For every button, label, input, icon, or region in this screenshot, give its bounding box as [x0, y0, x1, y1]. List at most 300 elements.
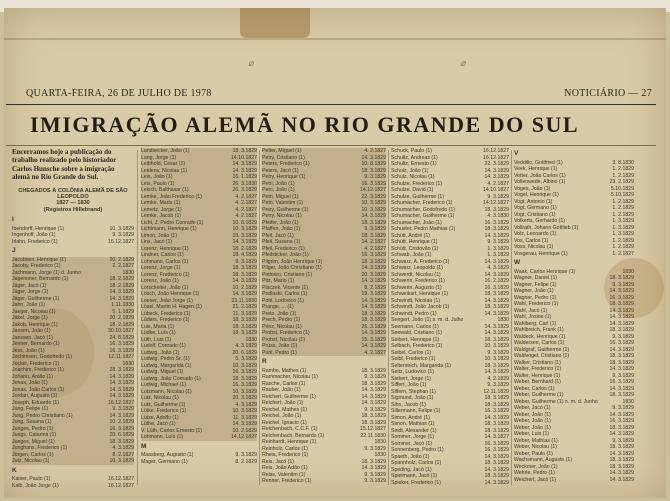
immigrant-name: Sommer, Jacó (1) — [391, 440, 432, 447]
arrival-date: 9. 3.1829 — [487, 193, 509, 200]
immigrant-name: Rheia, Frederico (1) — [262, 452, 309, 458]
immigrant-name: Jäkel, Jorge (1) — [12, 315, 48, 322]
arrival-date: 9. 3.1829 — [235, 258, 257, 265]
immigrant-name: Pfaffen, João (1) — [262, 226, 301, 232]
arrival-date: 16. 3.1829 — [484, 408, 509, 414]
immigrant-name: Vetter, João Carlos (1) — [514, 172, 566, 179]
immigrant-name: Sindt, Alexander (1) — [391, 427, 437, 434]
arrival-date: 20. 6.1829 — [109, 432, 134, 439]
immigrant-name: Jutz, Nicolau (1) — [12, 458, 50, 465]
entry-list — [262, 148, 386, 356]
immigrant-name: Preto, João (1) — [262, 310, 297, 317]
arrival-date: 9. 3.1829 — [112, 406, 134, 413]
immigrant-name: Sommer, Jorge (1) — [391, 434, 434, 440]
arrival-date: 14.12.1827 — [231, 434, 257, 440]
immigrant-name: Jenner, Bernardo (1) — [12, 341, 60, 348]
arrival-date: 14. 3.1829 — [609, 314, 634, 320]
immigrant-name: Wagner, Daniel (1) — [514, 275, 558, 281]
immigrant-name: Lemetz, Jorge (1) — [141, 206, 182, 213]
immigrant-name: Lemke, João Frederico (1) — [141, 193, 202, 200]
arrival-date: 18. 3.1829 — [609, 327, 634, 333]
arrival-date: 16. 2.1829 — [484, 278, 509, 284]
arrival-date: 16. 3.1829 — [484, 447, 509, 453]
immigrant-name: Volz, Leonardo (1) — [514, 231, 557, 237]
arrival-date: 18. 3.1829 — [484, 206, 509, 213]
immigrant-name: Lemke, Jacob (1) — [141, 213, 182, 219]
arrival-date: 14. 3.1829 — [484, 414, 509, 421]
arrival-date: 16. 3.1829 — [232, 369, 257, 375]
immigrant-name: Reichel, Ignacio (1) — [262, 419, 307, 426]
arrival-date: 1. 2.1829 — [612, 198, 634, 205]
immigrant-name: Reichel, Mathes (1) — [262, 406, 307, 413]
arrival-date: 9. 3.1829 — [612, 333, 634, 340]
fold-crease — [4, 38, 666, 40]
arrival-date: 14. 3.1829 — [609, 307, 634, 314]
arrival-date: 14. 3.1829 — [232, 291, 257, 297]
immigrant-name: Schulze, Guilherme (1) — [391, 193, 445, 200]
immigrant-name: Petri, Valentim (1) — [262, 200, 304, 206]
arrival-date: 18. 3.1829 — [361, 310, 386, 317]
immigrant-name: Rambo, Mathes (1) — [262, 367, 307, 374]
arrival-date: 14. 3.1829 — [484, 271, 509, 278]
immigrant-name: Mager, Germano (1) — [141, 458, 188, 465]
immigrant-name: Leidens, Nicolau (1) — [141, 167, 188, 174]
arrival-date: 18. 2.1829 — [109, 321, 134, 328]
arrival-date: 1. 2.1829 — [612, 166, 634, 172]
arrival-date: 18. 3.1829 — [609, 463, 634, 470]
immigrant-name: Lorenz, Henrique (1) — [141, 245, 189, 252]
letter-heading: R — [262, 358, 267, 365]
column-4 — [391, 148, 509, 488]
arrival-date: 18. 3.1829 — [361, 317, 386, 323]
immigrant-name: Seewald, Cristiano (1) — [391, 330, 443, 336]
arrival-date: 26. 3.1829 — [361, 323, 386, 330]
arrival-date: 14. 3.1829 — [361, 154, 386, 161]
arrival-date: 14. 3.1829 — [361, 330, 386, 336]
immigrant-entry — [262, 350, 386, 357]
arrival-date: 14. 3.1829 — [361, 297, 386, 304]
immigrant-name: Walker, Cristiano (1) — [514, 359, 561, 366]
arrival-date: 4. 2.1829 — [487, 375, 509, 382]
arrival-date: 19. 3.1829 — [232, 232, 257, 239]
arrival-date: 18. 3.1829 — [484, 460, 509, 466]
arrival-date: 4. 3.1829 — [235, 401, 257, 408]
immigrant-name: Schwarz, A. Frederico (1) — [391, 258, 450, 265]
immigrant-name: Ludolf, Conrado (1) — [141, 343, 186, 349]
immigrant-name: Schwindt, Pedro (1) — [391, 310, 437, 317]
arrival-date: 3. 8.1830 — [612, 159, 634, 166]
arrival-date: 14. 3.1829 — [484, 323, 509, 330]
immigrant-name: Ludwig, Miguel (1) — [141, 369, 184, 375]
immigrant-name: Sillermann, Felipe (1) — [391, 408, 441, 414]
immigrant-name: Spieker, Frederico (1) — [391, 479, 441, 486]
arrival-date: 19. 3.1829 — [361, 291, 386, 297]
arrival-date: 21. 2.1829 — [232, 304, 257, 310]
arrival-date: 8. 2.1829 — [235, 458, 257, 465]
arrival-date: 1. 2.1827 — [612, 250, 634, 257]
arrival-date: 10. 3.1829 — [232, 408, 257, 414]
immigrant-entry — [262, 478, 386, 485]
arrival-date: 14. 3.1829 — [232, 161, 257, 167]
tape-stain — [240, 8, 310, 38]
column-5 — [514, 148, 634, 488]
immigrant-name: Seegert, João (1) s. m. d. Julho — [391, 317, 464, 323]
arrival-date: 14. 3.1829 — [232, 167, 257, 174]
column-divider — [511, 150, 512, 485]
immigrant-name: Schweikart, Henrique (1) — [391, 291, 449, 297]
arrival-date: 14. 3.1829 — [361, 278, 386, 284]
immigrant-name: Jakob, Henrique (1) — [12, 321, 58, 328]
arrival-date: 10. 3.1829 — [232, 388, 257, 395]
arrival-date: 16.12.1827 — [483, 148, 509, 154]
immigrant-name: Reichert, João (1) — [262, 400, 304, 406]
immigrant-entry — [12, 458, 134, 465]
arrival-date: 18. 3.1829 — [361, 419, 386, 426]
immigrant-name: Sihn, Jacob (1) — [391, 401, 426, 408]
immigrant-name: Lösel, Martin H. Hagen (1) — [141, 304, 202, 310]
entry-list — [141, 452, 257, 465]
arrival-date: 18. 3.1829 — [609, 424, 634, 431]
immigrant-name: Siffert, João (1) — [391, 382, 427, 388]
immigrant-name: Puhl, Pedro (1) — [262, 349, 297, 356]
immigrant-name: Schumacher, Frederico (1) — [391, 200, 453, 206]
immigrant-name: Jung, Susana (1) — [12, 419, 52, 426]
arrival-date: 14. 3.1829 — [484, 453, 509, 460]
immigrant-name: Waldersee, Carlos (1) — [514, 340, 565, 346]
arrival-date: 18. 3.1829 — [232, 271, 257, 278]
immigrant-name: Voges, João (1) — [514, 185, 551, 192]
arrival-date: 8. 2.1829 — [364, 284, 386, 291]
arrival-date: 4. 2.1827 — [364, 148, 386, 154]
immigrant-name: Seibel, Carlos (1) — [391, 349, 432, 356]
letter-heading: V — [514, 150, 519, 157]
immigrant-name: Vogt, Cristiano (1) — [514, 211, 556, 218]
arrival-date: 18. 3.1829 — [609, 359, 634, 366]
arrival-date: 1. 2.1829 — [612, 244, 634, 250]
arrival-date: 18. 3.1829 — [361, 219, 386, 226]
intro-paragraph: Encerramos hoje a publicação do trabalho realizado pelo historiador Carlos Hunsche sobre a imigração alemã no Rio Grande do Sul. — [12, 148, 117, 182]
arrival-date: 4. 2.1827 — [364, 349, 386, 356]
letter-heading: W — [514, 259, 521, 266]
list-title — [12, 188, 134, 214]
immigrant-entry — [391, 480, 509, 487]
immigrant-name: Lütze, Adolfo (1) — [141, 414, 179, 421]
arrival-date: 16.12.1827 — [108, 238, 134, 245]
letter-heading: M — [141, 442, 147, 450]
immigrant-name: Jonas, João Carlos (1) — [12, 386, 65, 393]
arrival-date: 14. 3.1829 — [609, 431, 634, 437]
immigrant-name: Limon, João (1) — [141, 232, 178, 239]
arrival-date: 12.11.1827 — [108, 354, 134, 361]
immigrant-name: Pilgrim, João Henrique (1) — [262, 258, 323, 265]
arrival-date: 20. 6.1829 — [232, 349, 257, 356]
arrival-date: 1. 3.1829 — [612, 231, 634, 237]
arrival-date: 20. 2.1829 — [109, 256, 134, 263]
entry-list — [141, 148, 257, 441]
arrival-date: 9. 3.1829 — [364, 471, 386, 478]
arrival-date: 16. 3.1829 — [361, 252, 386, 258]
arrival-date: 10. 8.1829 — [232, 219, 257, 226]
arrival-date: 14. 3.1829 — [361, 304, 386, 310]
arrival-date: 18. 3.1829 — [361, 458, 386, 465]
immigrant-name: Ludwig, João (1) — [141, 349, 180, 356]
immigrant-name: Kaiser, Paulo (1) — [12, 476, 51, 483]
immigrant-name: Leisch, Balthasar (1) — [141, 187, 189, 193]
arrival-date: 14. 2.1827 — [361, 239, 386, 245]
immigrant-name: Pilger, João Christiano (1) — [262, 265, 322, 271]
immigrant-name: Leibhold, Cesar (1) — [141, 161, 186, 167]
immigrant-name: Weber, Jacó (1) — [514, 405, 551, 411]
arrival-date: 14. 3.1829 — [361, 465, 386, 471]
arrival-date: 4. 3.1829 — [112, 445, 134, 452]
immigrant-name: Leis, João (1) — [141, 174, 173, 180]
arrival-date: 20. 3.1829 — [232, 395, 257, 401]
arrival-date: 16. 3.1829 — [361, 180, 386, 187]
arrival-date: 14. 3.1829 — [484, 167, 509, 174]
arrival-date: 18. 3.1829 — [484, 291, 509, 297]
immigrant-name: Petry, Cristiano (1) — [262, 154, 305, 161]
arrival-date: 14. 3.1829 — [109, 412, 134, 419]
arrival-date: 16. 3.1829 — [484, 284, 509, 291]
arrival-date: 4. 3.1829 — [235, 343, 257, 349]
immigrant-name: Schultz, Ernesto (1) — [391, 161, 437, 167]
immigrant-name: Sigmund, João (1) — [391, 395, 434, 401]
immigrant-name: Wahl, Jacó (1) — [514, 307, 548, 314]
immigrant-name: Lichtmann, Henrique (1) — [141, 226, 197, 232]
entry-list — [514, 160, 634, 258]
arrival-date: 5. 1.1829 — [112, 308, 134, 315]
immigrant-name: Walter, Henrique (1) — [514, 372, 561, 379]
arrival-date: 10. 8.1829 — [361, 161, 386, 167]
arrival-date: 9. 3.1829 — [235, 452, 257, 458]
arrival-date: 12.11.1829 — [483, 388, 509, 395]
immigrant-name: Joachim, Frederico (1) — [12, 367, 64, 374]
arrival-date: 16. 3.1829 — [609, 379, 634, 385]
arrival-date: 18. 3.1829 — [484, 427, 509, 434]
arrival-date: 16. 3.1829 — [109, 425, 134, 432]
immigrant-name: Reiss, Valentim (1) — [262, 471, 306, 478]
immigrant-name: Seltenreich, Margarida (1) — [391, 362, 451, 369]
immigrant-name: Lemke, Maria (1) — [141, 200, 181, 206]
arrival-date: 11. 3.1829 — [232, 414, 257, 421]
immigrant-name: Petry, Guilherme (1) — [262, 206, 309, 213]
arrival-date: 14. 3.1829 — [609, 366, 634, 372]
immigrant-name: Lins, Jacó (1) — [141, 239, 173, 245]
immigrant-name: Maasberg, Augusto (1) — [141, 452, 194, 458]
arrival-date: 14. 3.1829 — [609, 411, 634, 418]
immigrant-name: Jaeger, Nicolau (1) — [12, 308, 56, 315]
immigrant-name: Simon, Mathias (1) — [391, 421, 435, 427]
arrival-date: 1830 — [497, 317, 509, 323]
issue-date: QUARTA-FEIRA, 26 DE JULHO DE 1978 — [26, 88, 212, 99]
immigrant-name: Weichert, Jacó (1) — [514, 476, 556, 483]
immigrant-name: Joseph, Eduardo (1) — [12, 399, 60, 406]
arrival-date: 16. 3.1829 — [232, 382, 257, 388]
immigrant-name: Lüth, Luis (1) — [141, 336, 172, 343]
arrival-date: 1830 — [245, 336, 257, 343]
immigrant-name: Wagner, Pedro (1) — [514, 294, 557, 301]
immigrant-name: Vollrath, Johann Gottlieb (1) — [514, 224, 579, 231]
immigrant-name: Podlaski, Carlos (1) — [262, 291, 308, 297]
arrival-date: 14. 3.1829 — [609, 385, 634, 392]
immigrant-name: Simon, André (1) — [391, 414, 430, 421]
immigrant-name: Reinholz, Carlos (1) — [262, 445, 308, 452]
arrival-date: 23. 2.1829 — [609, 179, 634, 185]
arrival-date: 9. 3.1829 — [112, 232, 134, 239]
punch-mark: ⌀ — [460, 58, 466, 68]
arrival-date: 16.12.1827 — [108, 399, 134, 406]
immigrant-name: Vollenwede, Albino (1) — [514, 179, 566, 185]
arrival-date: 14. 3.1829 — [361, 213, 386, 219]
arrival-date: 18. 3.1829 — [361, 232, 386, 239]
immigrant-name: Waak, Carlos Henrique (1) — [514, 268, 576, 275]
immigrant-name: Jürgen, Carlos (1) — [12, 451, 54, 458]
arrival-date: 9. 3.1829 — [364, 374, 386, 380]
arrival-date: 1830 — [374, 452, 386, 458]
immigrant-name: Walter, Frederico (1) — [514, 366, 562, 372]
arrival-date: 22.11.1830 — [360, 432, 386, 439]
immigrant-name: Weber, Luis (1) — [514, 431, 550, 437]
arrival-date: 14. 3.1829 — [109, 295, 134, 302]
immigrant-name: Schulze, David (1) — [391, 187, 434, 193]
arrival-date: 4. 3.1830 — [487, 213, 509, 219]
arrival-date: 18. 3.1829 — [361, 167, 386, 174]
arrival-date: 14. 3.1829 — [609, 346, 634, 353]
headline-rule — [6, 145, 656, 146]
immigrant-name: Spannholz, Carlos (1) — [391, 460, 442, 466]
arrival-date: 14. 3.1829 — [609, 320, 634, 327]
arrival-date: 2. 2.1827 — [112, 263, 134, 270]
arrival-date: 4. 2.1827 — [487, 180, 509, 187]
letter-heading: J — [12, 247, 16, 255]
arrival-date: 9. 3.1829 — [364, 478, 386, 484]
arrival-date: 14. 3.1829 — [109, 289, 134, 296]
immigrant-name: Reis, Jacó (1) — [262, 458, 294, 465]
letter-heading: K — [12, 466, 17, 474]
immigrant-name: Prinz, Nicolau (1) — [262, 323, 302, 330]
immigrant-name: Jacobsen, Henrique (1) — [12, 256, 66, 263]
arrival-date: 14. 3.1829 — [484, 258, 509, 265]
immigrant-name: Weber, Bernhard (1) — [514, 379, 561, 385]
immigrant-name: Jagenoner, Bernardo (1) — [12, 276, 69, 283]
arrival-date: 14. 3.1829 — [484, 466, 509, 473]
immigrant-name: Johann, Antão (1) — [12, 373, 53, 380]
arrival-date: 26. 3.1830 — [232, 180, 257, 187]
arrival-date: 1. 3.1829 — [487, 245, 509, 252]
immigrant-name: Pfeilsticker, João (1) — [262, 252, 309, 258]
immigrant-name: Lüthe, Jacó (1) — [141, 421, 176, 427]
arrival-date: 18. 3.1829 — [232, 317, 257, 323]
immigrant-name: Junges, Miguel (1) — [12, 438, 55, 445]
immigrant-name: Peters, Jacó (1) — [262, 167, 299, 174]
arrival-date: 18. 3.1829 — [484, 304, 509, 310]
immigrant-name: Petry, Henrique (1) — [262, 174, 306, 180]
arrival-date: 1830 — [374, 439, 386, 445]
immigrant-name: Landsecker, João (1) — [141, 148, 190, 154]
immigrant-name: Peters, Frederico (1) — [262, 161, 310, 167]
immigrant-name: Jess, João (1) — [12, 347, 45, 354]
arrival-date: 1. 3.1829 — [612, 224, 634, 231]
list-title-text: CHEGADOS À COLÔNIA ALEMÃ DE SÃO LEOPOLDO — [18, 187, 128, 201]
immigrant-name: Junges, Pedro (1) — [12, 425, 54, 432]
immigrant-name: Rasche, Carlos (1) — [262, 380, 306, 387]
arrival-date: 9. 3.1829 — [612, 281, 634, 288]
immigrant-name: Prange, ... (1) — [262, 304, 294, 310]
immigrant-name: Lösch, João Henrique (1) — [141, 291, 200, 297]
immigrant-name: Lutz, Nicolau (1) — [141, 395, 179, 401]
arrival-date: 5.10.1829 — [610, 185, 634, 192]
immigrant-name: Lutz, Guilherme (1) — [141, 401, 186, 408]
arrival-date: 16. 1.1829 — [232, 174, 257, 180]
arrival-date: 11. 3.1829 — [232, 310, 257, 317]
immigrant-name: Wehrle, Pedro (1) — [514, 470, 555, 476]
immigrant-name: Janssen, Jacó (1) — [12, 334, 53, 341]
arrival-date: 10. 3.1829 — [361, 200, 386, 206]
immigrant-name: Licht, J. Pedro Conrado (1) — [141, 219, 204, 226]
immigrant-name: Siebert, Jorge (1) — [391, 375, 432, 382]
column-2 — [141, 148, 257, 488]
immigrant-name: Lütke, Frederico (1) — [141, 408, 187, 414]
arrival-date: 10. 3.1829 — [109, 225, 134, 232]
arrival-date: 14. 3.1829 — [484, 330, 509, 336]
immigrant-name: Schuster, Pedro Mathias (1) — [391, 226, 456, 232]
immigrant-name: Jacoby, Frederico (1) — [12, 263, 61, 270]
arrival-date: 18. 3.1829 — [232, 330, 257, 336]
immigrant-name: Prüss, João (1) — [262, 343, 298, 349]
immigrant-name: Jahn, João (1) — [12, 302, 46, 309]
column-divider — [259, 150, 260, 485]
arrival-date: 14. 3.1829 — [109, 373, 134, 380]
immigrant-name: Schwab, João (1) — [391, 252, 432, 258]
immigrant-name: Vogt, Germano (1) — [514, 205, 557, 211]
immigrant-name: Weber, João (1) — [514, 424, 551, 431]
immigrant-name: Ingenhoff, João (1) — [12, 232, 56, 239]
immigrant-name: Reichenbach, C.C.F. (1) — [262, 426, 318, 432]
immigrant-name: Waldvogel, Cristiano (1) — [514, 353, 570, 359]
arrival-date: 18. 3.1829 — [361, 367, 386, 374]
immigrant-name: Weber, Mathias (1) — [514, 437, 558, 444]
immigrant-name: Weber, Guilherme (1) — [514, 392, 564, 398]
immigrant-entry — [141, 459, 257, 466]
arrival-date: 1830 — [622, 398, 634, 405]
arrival-date: 9. 3.1829 — [487, 349, 509, 356]
immigrant-name: Rammacher, Nicolau (1) — [262, 374, 318, 380]
immigrant-name: Probst, Nicolau (1) — [262, 336, 305, 343]
immigrant-name: Seemann, Carlos (1) — [391, 323, 439, 330]
immigrant-name: Selbach, Frederico (1) — [391, 343, 443, 349]
arrival-date: 16. 3.1829 — [484, 219, 509, 226]
immigrant-name: Volkerts, Gerhardo (1) — [514, 218, 566, 224]
arrival-date: 9. 3.1829 — [364, 445, 386, 452]
immigrant-name: Schulze, Frederico (1) — [391, 180, 443, 187]
arrival-date: 14. 3.1829 — [361, 343, 386, 349]
immigrant-name: Schwindt, João Jacob (1) — [391, 304, 450, 310]
arrival-date: 14. 3.1829 — [609, 288, 634, 294]
arrival-date: 24. 8.1829 — [109, 334, 134, 341]
arrival-date: 18. 4.1829 — [232, 252, 257, 258]
immigrant-name: Sonnenberg, Pedro (1) — [391, 447, 444, 453]
arrival-date: 14. 3.1829 — [484, 369, 509, 375]
arrival-date: 5.10.1829 — [610, 192, 634, 198]
immigrant-name: Schulz, João (1) — [391, 167, 429, 174]
column-divider — [137, 150, 138, 485]
immigrant-name: Reichert, Guilherme (1) — [262, 393, 316, 400]
arrival-date: 14. 3.1829 — [484, 479, 509, 486]
immigrant-name: Prech, Pedro (1) — [262, 317, 301, 323]
punch-mark: ⌀ — [248, 58, 254, 68]
arrival-date: 14.10.1827 — [483, 187, 509, 193]
immigrant-name: Pitz, Mario (1) — [262, 278, 295, 284]
